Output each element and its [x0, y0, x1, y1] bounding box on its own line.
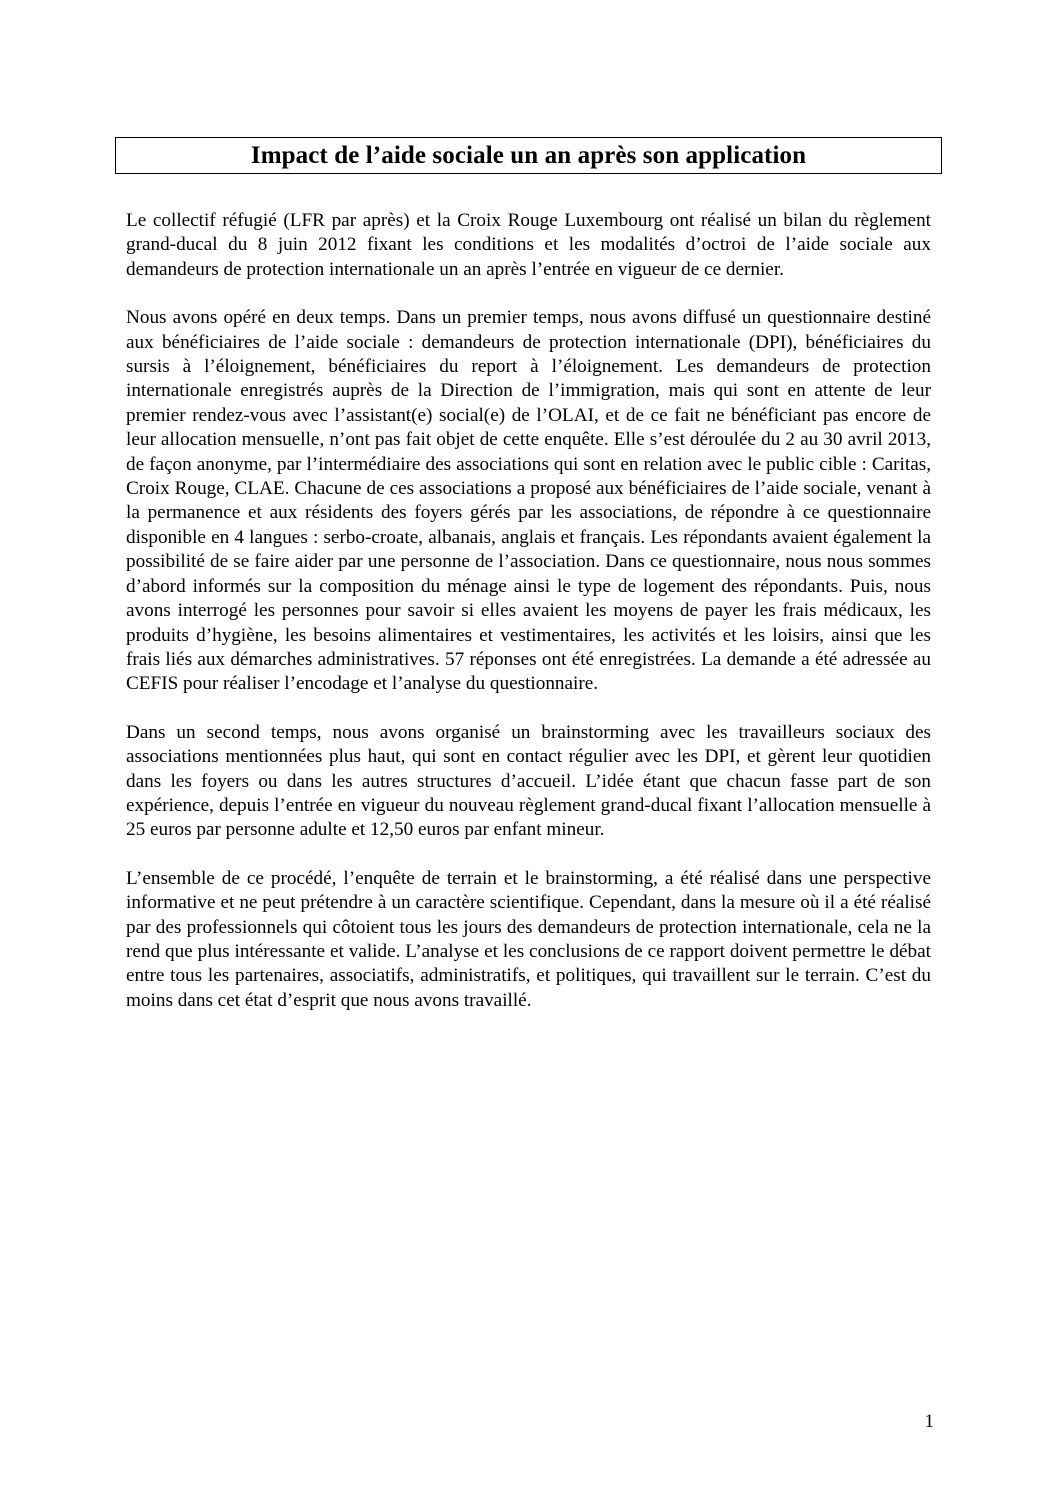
page-number: 1 [924, 1411, 934, 1432]
body-text [126, 209, 931, 1037]
paragraph-conclusion: L’ensemble de ce procédé, l’enquête de terrain et le brainstorming, a été réalisé dans une perspective informative et ne peut prétendre à un caractère scientifique. Cependant, dans la mesure où il a été réalisé par des professionnels qui côtoient tous les jours des demandeurs de protection internationale, cela ne la rend que plus intéressante et valide. L’analyse et les conclusions de ce rapport doivent permettre le débat entre tous les partenaires, associatifs, administratifs, et politiques, qui travaillent sur le terrain. C’est du moins dans cet état d’esprit que nous avons travaillé. [126, 867, 931, 1011]
paragraph-brainstorming: Dans un second temps, nous avons organisé un brainstorming avec les travailleurs sociaux des associations mentionnées plus haut, qui sont en contact régulier avec les DPI, et gèrent leur quotidien dans les foyers ou dans les autres structures d’accueil. L’idée étant que chacun fasse part de son expérience, depuis l’entrée en vigueur du nouveau règlement grand-ducal fixant l’allocation mensuelle à 25 euros par personne adulte et 12,50 euros par enfant mineur. [126, 721, 931, 841]
title-box [115, 137, 942, 174]
paragraph-method: Nous avons opéré en deux temps. Dans un premier temps, nous avons diffusé un questionnaire destiné aux bénéficiaires de l’aide sociale : demandeurs de protection internationale (DPI), bénéficiaires du sursis à l’éloignement, bénéficiaires du report à l’éloignement. Les demandeurs de protection internationale enregistrés auprès de la Direction de l’immigration, mais qui sont en attente de leur premier rendez-vous avec l’assistant(e) social(e) de l’OLAI, et de ce fait ne bénéficiant pas encore de leur allocation mensuelle, n’ont pas fait objet de cette enquête. Elle s’est déroulée du 2 au 30 avril 2013, de façon anonyme, par l’intermédiaire des associations qui sont en relation avec le public cible : Caritas, Croix Rouge, CLAE. Chacune de ces associations a proposé aux bénéficiaires de l’aide sociale, venant à la permanence et aux résidents des foyers gérés par les associations, de répondre à ce questionnaire disponible en 4 langues : serbo-croate, albanais, anglais et français. Les répondants avaient également la possibilité de se faire aider par une personne de l’association. Dans ce questionnaire, nous nous sommes d’abord informés sur la composition du ménage ainsi le type de logement des répondants. Puis, nous avons interrogé les personnes pour savoir si elles avaient les moyens de payer les frais médicaux, les produits d’hygiène, les besoins alimentaires et vestimentaires, les activités et les loisirs, ainsi que les frais liés aux démarches administratives. 57 réponses ont été enregistrées. La demande a été adressée au CEFIS pour réaliser l’encodage et l’analyse du questionnaire. [126, 307, 931, 695]
page-title: Impact de l’aide sociale un an après son application [250, 142, 807, 169]
paragraph-intro: Le collectif réfugié (LFR par après) et la Croix Rouge Luxembourg ont réalisé un bilan du règlement grand-ducal du 8 juin 2012 fixant les conditions et les modalités d’octroi de l’aide sociale aux demandeurs de protection internationale un an après l’entrée en vigueur de ce dernier. [126, 210, 931, 280]
